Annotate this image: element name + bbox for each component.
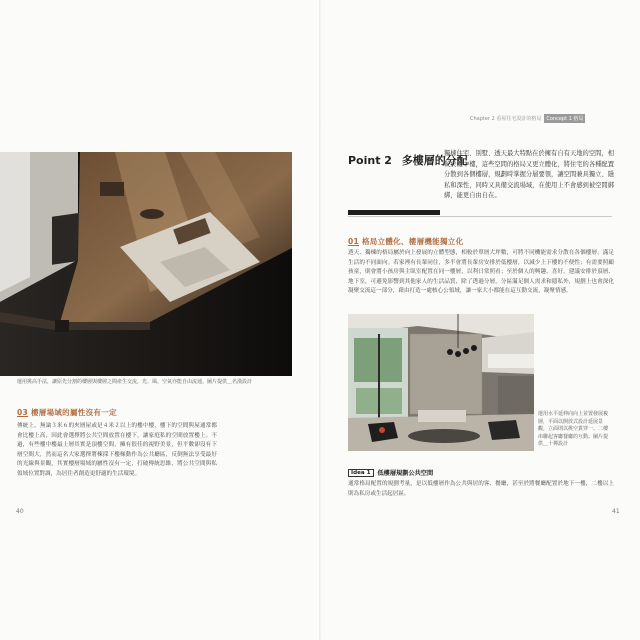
idea-body: 通常格局配置的規劃考量，是以低樓層作為公共與居的客、餐廳，甚至於將餐廳配置於地下一樓，二樓以上則為私房或生活起居區。 <box>348 481 614 497</box>
point-title: 多樓層的分配 <box>401 154 468 167</box>
running-header <box>470 113 630 123</box>
interior-photo-living-room-drawing <box>0 152 292 376</box>
point-label: Point 2 <box>348 154 392 167</box>
point-intro-text: 獨棟住宅、別墅、透天最大特點在於擁有自有天地的空間，相較於樓中樓，這些空間的格局又更立體化，將住宅的各種配置分散到各個樓層，規劃時掌握分層要領，讓空間兼具獨立、隱私和深性，同時又具備交流場域，在使用上不會感到被空間綁綁，能更自由自在。 <box>444 150 615 199</box>
idea-heading <box>348 468 433 477</box>
point-heading-rule <box>348 210 440 215</box>
right-photo-caption: 運用水平延伸向向上並置發展複層，平面以開放式設計延展景觀，立面則以挑空貫穿一、二樓串聯起客廳餐廳的互動。圖片提供＿十禪設計 <box>538 411 609 447</box>
left-photo-caption: 運用挑高手法，讓原先分割的樓層與樓層之間產生交流，光、風、空氣亦能自由流通。圖片提供＿名漢設計 <box>17 379 253 385</box>
right-section-body: 透天、獨棟的格局屬於向上發展的立體型態，相較於單層大坪數，可將不同機能需求分散在各個樓層，滿足生活的不同面向。若家裡有長輩同住，多半會將長輩房安排於低樓層，以減少上下樓的不便性；有需要照顧孩童，則會將小孩房與主臥室配置在同一樓層，以利日常照看；至於個人的興趣、喜好，建議安排於頂層、地下室，可避免影響到其他家人的生活品質，除了透過分層，分區滿足個人需求和隱私外，規劃上也會深化凝聚交流這一部分，藉由打造一處核心公領域，讓一家大小都能在這互動交流，凝聚情感。 <box>348 250 614 295</box>
right-section-title: 格局立體化、樓層機能獨立化 <box>361 237 464 246</box>
running-header-text: Chapter 2 看屋住宅設計的格局 <box>470 115 542 122</box>
idea-title: 低樓層規劃公共空間 <box>377 470 434 477</box>
left-section-title: 樓層場域的屬性沒有一定 <box>30 408 117 417</box>
running-header-chip: Concept 1 格局 <box>546 115 584 122</box>
interior-photo-double-height-living <box>348 314 534 451</box>
page-number-left: 40 <box>16 508 24 515</box>
left-section-body: 傳統上，無論３米６的夾層屋或是４米２以上的樓中樓，樓下的空間與屋通常都會比樓上高，因此會選擇將公共空間放置在樓下，讓家庭私的空間放置樓上。不過，有些樓中樓最上層其實是頂樓空間，擁有很佳的視野美景，但平數卻沒有下層空間大，然而這名大家選擇將棟採下樓梯動作為公共廳區，反倒無法享受最好的光線與景觀，其實樓層場域的屬性沒有一定，打破傳統思維，將公共空間與私領域位置對調，為居住者創造更舒適的生活環境。 <box>17 423 217 477</box>
book-gutter <box>319 0 321 640</box>
point-heading-underline <box>348 216 612 217</box>
idea-tag: Idea 1 <box>348 469 374 477</box>
right-section-heading <box>348 236 463 247</box>
interior-photo-living-room <box>0 152 292 376</box>
left-section-heading <box>17 407 117 418</box>
page-number-right: 41 <box>612 508 620 515</box>
left-section-number: 03 <box>17 408 29 417</box>
interior-photo-double-height-living-drawing <box>348 314 534 451</box>
right-section-number: 01 <box>348 237 360 246</box>
